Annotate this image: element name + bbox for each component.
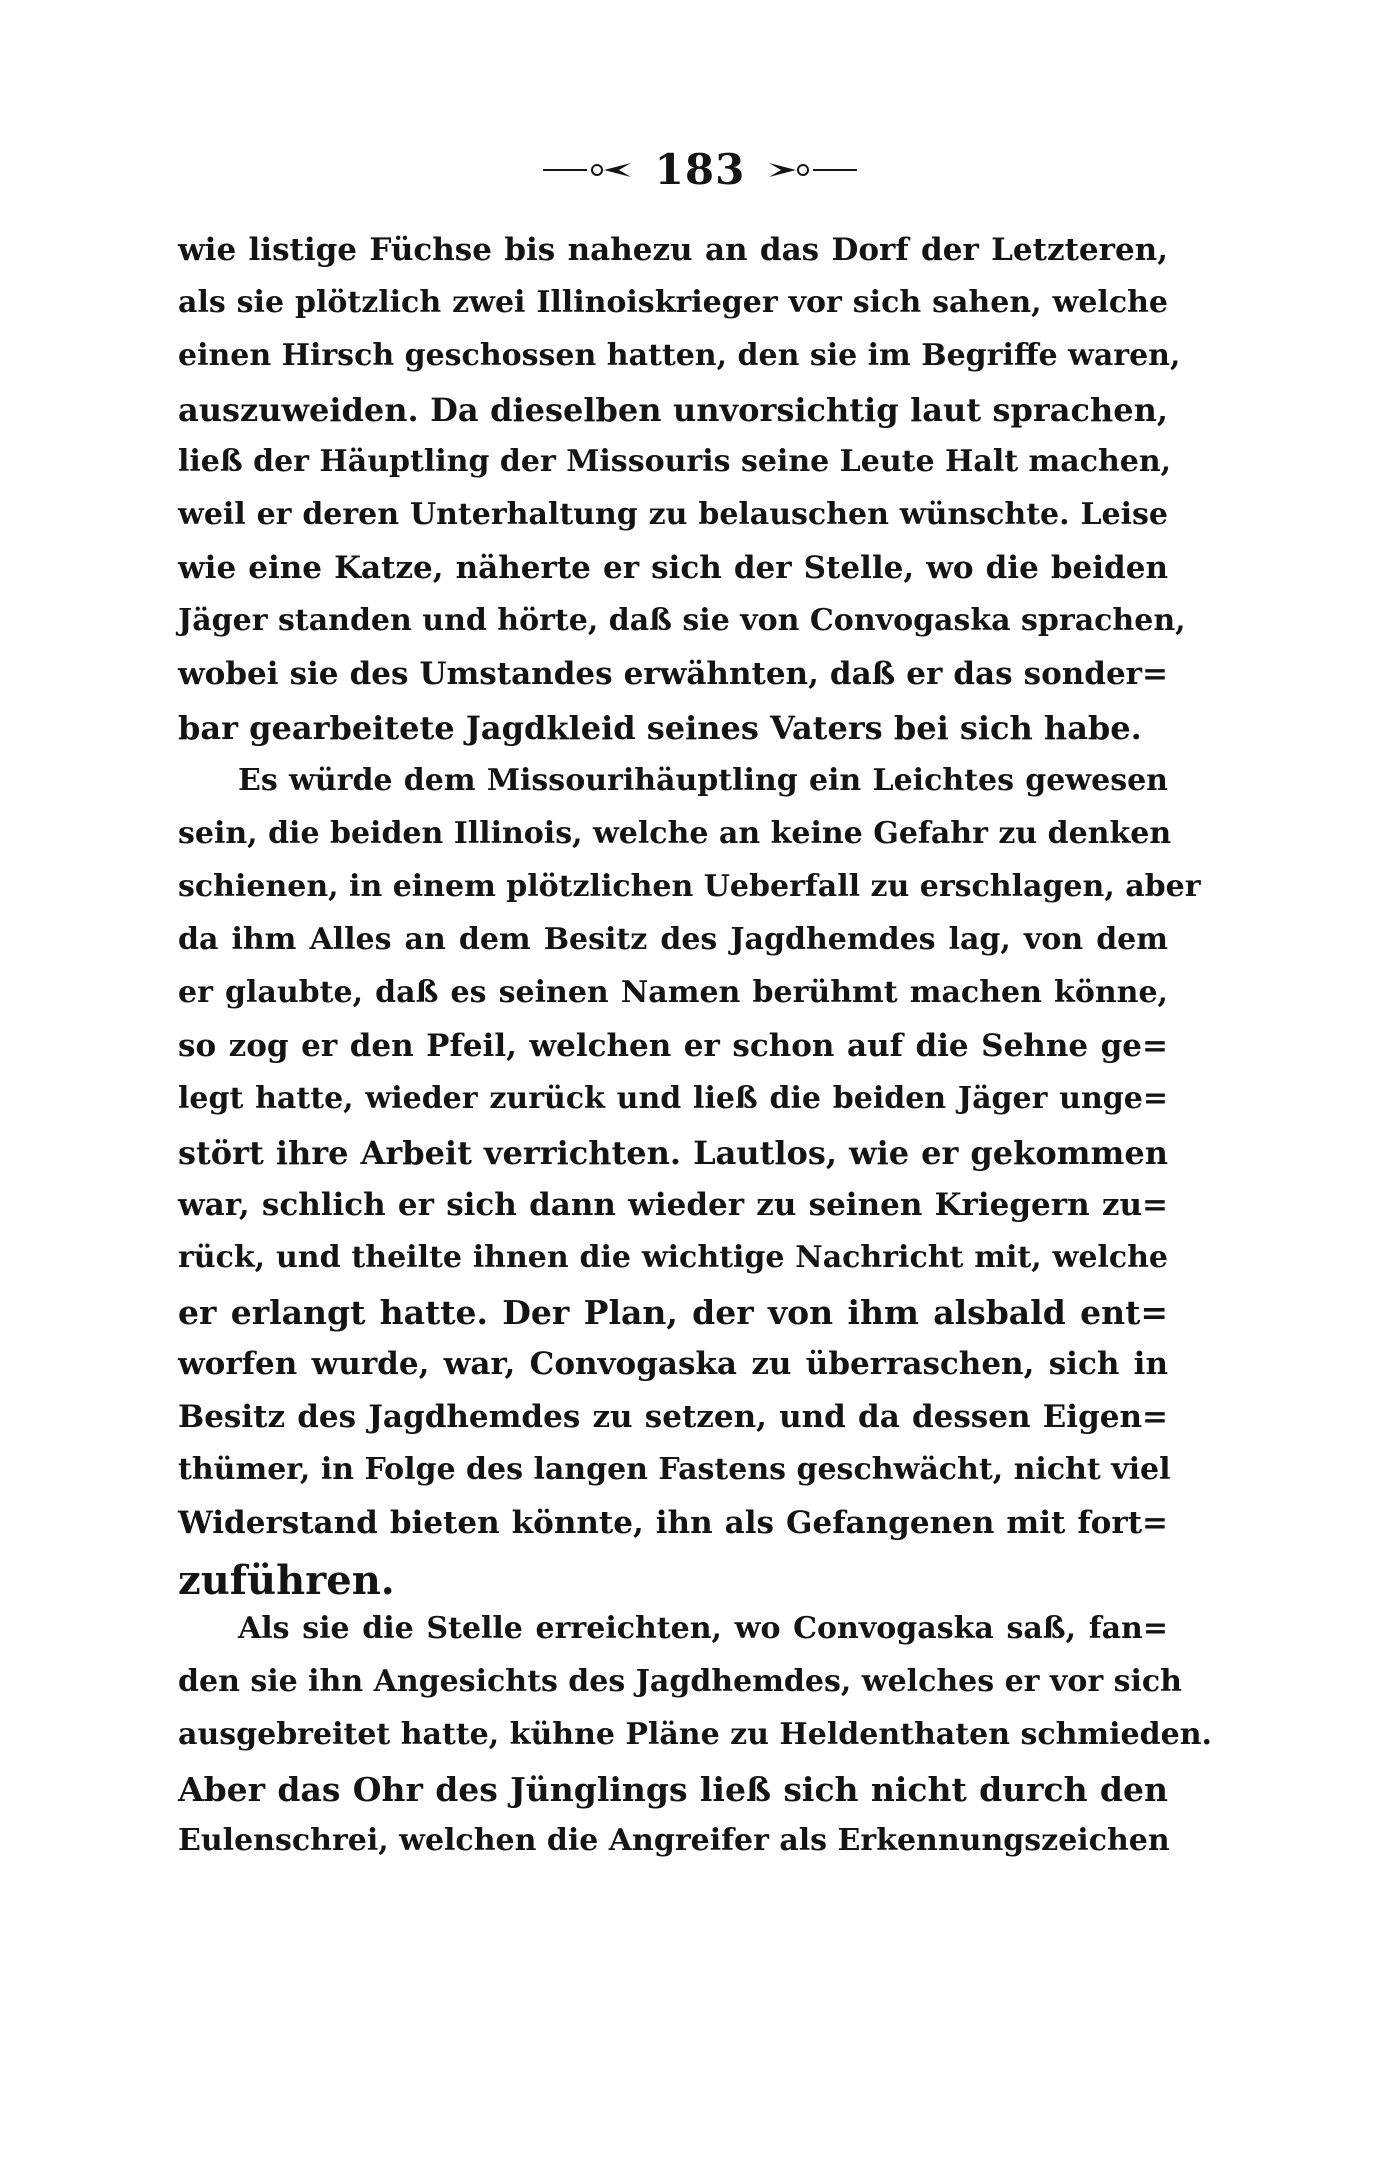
text-line: schienen, in einem plötzlichen Ueberfall zu erschlagen, aber bbox=[178, 869, 1201, 904]
text-line: als sie plötzlich zwei Illinoiskrieger vor sich sahen, welche bbox=[178, 285, 1168, 320]
text-line: auszuweiden. Da dieselben unvorsichtig laut sprachen, bbox=[178, 391, 1168, 429]
text-line: sein, die beiden Illinois, welche an keine Gefahr zu denken bbox=[178, 816, 1172, 851]
text-line: stört ihre Arbeit verrichten. Lautlos, wie er gekommen bbox=[178, 1134, 1168, 1172]
text-line: legt hatte, wieder zurück und ließ die beiden Jäger unge= bbox=[178, 1081, 1168, 1116]
text-line: ausgebreitet hatte, kühne Pläne zu Heldenthaten schmieden. bbox=[178, 1717, 1212, 1752]
text-line: so zog er den Pfeil, welchen er schon auf die Sehne ge= bbox=[178, 1028, 1168, 1064]
text-line: er glaubte, daß es seinen Namen berühmt machen könne, bbox=[178, 975, 1168, 1010]
text-line: rück, und theilte ihnen die wichtige Nachricht mit, welche bbox=[178, 1240, 1168, 1275]
page-header bbox=[0, 140, 1400, 200]
text-line: ließ der Häuptling der Missouris seine Leute Halt machen, bbox=[178, 444, 1172, 479]
right-ornament-icon bbox=[767, 160, 859, 180]
text-line: da ihm Alles an dem Besitz des Jagdhemdes lag, von dem bbox=[178, 922, 1168, 957]
left-ornament-icon bbox=[541, 160, 633, 180]
text-line: Eulenschrei, welchen die Angreifer als Erkennungszeichen bbox=[178, 1823, 1170, 1858]
text-line: Als sie die Stelle erreichten, wo Convogaska saß, fan= bbox=[238, 1611, 1168, 1646]
text-line: den sie ihn Angesichts des Jagdhemdes, welches er vor sich bbox=[178, 1664, 1182, 1699]
text-line: einen Hirsch geschossen hatten, den sie im Begriffe waren, bbox=[178, 338, 1181, 373]
text-line: thümer, in Folge des langen Fastens geschwächt, nicht viel bbox=[178, 1452, 1171, 1487]
text-line: Es würde dem Missourihäuptling ein Leichtes gewesen bbox=[238, 763, 1168, 798]
text-line: zuführen. bbox=[178, 1557, 395, 1604]
text-line: Jäger standen und hörte, daß sie von Convogaska sprachen, bbox=[178, 603, 1186, 638]
text-line: wie listige Füchse bis nahezu an das Dorf der Letzteren, bbox=[178, 232, 1168, 268]
text-line: worfen wurde, war, Convogaska zu überraschen, sich in bbox=[178, 1346, 1168, 1382]
text-line: er erlangt hatte. Der Plan, der von ihm alsbald ent= bbox=[178, 1293, 1168, 1332]
page-number: 183 bbox=[654, 145, 746, 194]
text-line: weil er deren Unterhaltung zu belauschen wünschte. Leise bbox=[178, 497, 1168, 532]
text-line: war, schlich er sich dann wieder zu seinen Kriegern zu= bbox=[178, 1187, 1168, 1223]
text-line: Widerstand bieten könnte, ihn als Gefangenen mit fort= bbox=[178, 1505, 1168, 1541]
text-line: Aber das Ohr des Jünglings ließ sich nicht durch den bbox=[178, 1770, 1168, 1809]
text-line: bar gearbeitete Jagdkleid seines Vaters bei sich habe. bbox=[178, 709, 1142, 747]
text-line: wie eine Katze, näherte er sich der Stelle, wo die beiden bbox=[178, 550, 1168, 586]
text-line: Besitz des Jagdhemdes zu setzen, und da dessen Eigen= bbox=[178, 1399, 1168, 1435]
text-line: wobei sie des Umstandes erwähnten, daß er das sonder= bbox=[178, 656, 1168, 692]
